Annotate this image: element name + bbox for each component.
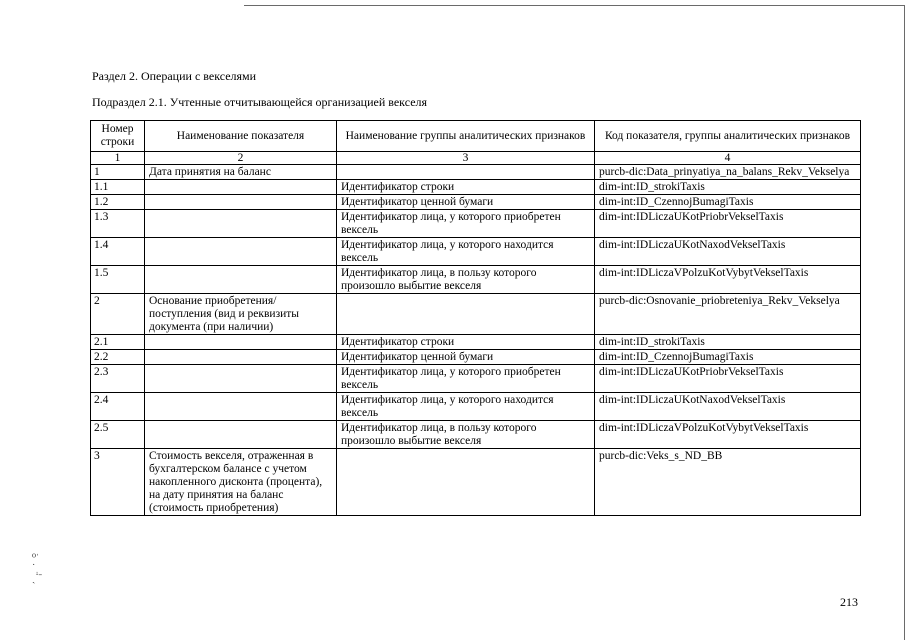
indicator-name [145, 195, 337, 210]
indicator-code: purcb-dic:Data_prinyatiya_na_balans_Rekv_Vekselya [595, 165, 861, 180]
row-number: 3 [91, 449, 145, 516]
indicator-code: dim-int:ID_strokiTaxis [595, 335, 861, 350]
row-number: 1.3 [91, 210, 145, 238]
table-row [91, 238, 861, 266]
table-row [91, 449, 861, 516]
indicator-code: dim-int:IDLiczaVPolzuKotVybytVekselTaxis [595, 266, 861, 294]
indicator-code: dim-int:IDLiczaUKotNaxodVekselTaxis [595, 393, 861, 421]
analytic-group: Идентификатор лица, у которого приобретен вексель [337, 210, 595, 238]
indicator-name [145, 393, 337, 421]
row-number: 1.4 [91, 238, 145, 266]
indicator-name [145, 421, 337, 449]
analytic-group: Идентификатор строки [337, 335, 595, 350]
indicators-table [90, 120, 861, 516]
header-indicator-name: Наименование показателя [145, 121, 337, 152]
table-row [91, 210, 861, 238]
table-row [91, 421, 861, 449]
indicator-name [145, 365, 337, 393]
scan-margin-marks: ⁰ˈ ˙ˌ ˏ˙ˉ [32, 553, 42, 584]
subsection-title: Подраздел 2.1. Учтенные отчитывающейся организацией векселя [92, 95, 428, 109]
analytic-group: Идентификатор лица, у которого приобретен вексель [337, 365, 595, 393]
table-row [91, 335, 861, 350]
analytic-group: Идентификатор лица, в пользу которого произошло выбытие векселя [337, 421, 595, 449]
analytic-group: Идентификатор ценной бумаги [337, 195, 595, 210]
indicator-code: purcb-dic:Veks_s_ND_BB [595, 449, 861, 516]
table-row [91, 393, 861, 421]
indicator-name: Дата принятия на баланс [145, 165, 337, 180]
analytic-group [337, 294, 595, 335]
indicator-code: dim-int:ID_CzennojBumagiTaxis [595, 195, 861, 210]
indicator-name [145, 266, 337, 294]
table-row [91, 195, 861, 210]
indicator-code: dim-int:IDLiczaUKotPriobrVekselTaxis [595, 365, 861, 393]
indicator-name: Основание приобретения/ поступления (вид и реквизиты документа (при наличии) [145, 294, 337, 335]
indicator-code: dim-int:IDLiczaUKotNaxodVekselTaxis [595, 238, 861, 266]
section-title: Раздел 2. Операции с векселями [92, 69, 257, 83]
row-number: 2.4 [91, 393, 145, 421]
header-code: Код показателя, группы аналитических признаков [595, 121, 861, 152]
analytic-group: Идентификатор лица, в пользу которого произошло выбытие векселя [337, 266, 595, 294]
indicator-code: dim-int:IDLiczaVPolzuKotVybytVekselTaxis [595, 421, 861, 449]
column-number: 1 [91, 152, 145, 165]
row-number: 2.1 [91, 335, 145, 350]
column-number: 2 [145, 152, 337, 165]
indicator-code: purcb-dic:Osnovanie_priobreteniya_Rekv_Vekselya [595, 294, 861, 335]
table-header-row [91, 121, 861, 152]
indicator-code: dim-int:IDLiczaUKotPriobrVekselTaxis [595, 210, 861, 238]
indicator-name [145, 238, 337, 266]
indicator-name: Стоимость векселя, отраженная в бухгалтерском балансе с учетом накопленного дисконта (процента), на дату принятия на баланс (стоимость приобретения) [145, 449, 337, 516]
analytic-group: Идентификатор ценной бумаги [337, 350, 595, 365]
indicator-code: dim-int:ID_strokiTaxis [595, 180, 861, 195]
row-number: 2.3 [91, 365, 145, 393]
row-number: 2 [91, 294, 145, 335]
row-number: 1.1 [91, 180, 145, 195]
analytic-group: Идентификатор строки [337, 180, 595, 195]
header-row-number: Номер строки [91, 121, 145, 152]
row-number: 1 [91, 165, 145, 180]
table-row [91, 266, 861, 294]
indicator-name [145, 210, 337, 238]
row-number: 2.2 [91, 350, 145, 365]
table-row [91, 350, 861, 365]
table-row [91, 180, 861, 195]
column-number-row [91, 152, 861, 165]
top-border-line [244, 5, 905, 6]
row-number: 1.2 [91, 195, 145, 210]
column-number: 3 [337, 152, 595, 165]
indicator-name [145, 350, 337, 365]
analytic-group: Идентификатор лица, у которого находится вексель [337, 393, 595, 421]
column-number: 4 [595, 152, 861, 165]
header-analytic-group: Наименование группы аналитических признаков [337, 121, 595, 152]
table-row [91, 365, 861, 393]
analytic-group [337, 165, 595, 180]
table-row [91, 165, 861, 180]
table-row [91, 294, 861, 335]
row-number: 1.5 [91, 266, 145, 294]
indicator-name [145, 335, 337, 350]
indicator-name [145, 180, 337, 195]
analytic-group: Идентификатор лица, у которого находится вексель [337, 238, 595, 266]
indicator-code: dim-int:ID_CzennojBumagiTaxis [595, 350, 861, 365]
page-number: 213 [840, 595, 858, 609]
row-number: 2.5 [91, 421, 145, 449]
analytic-group [337, 449, 595, 516]
